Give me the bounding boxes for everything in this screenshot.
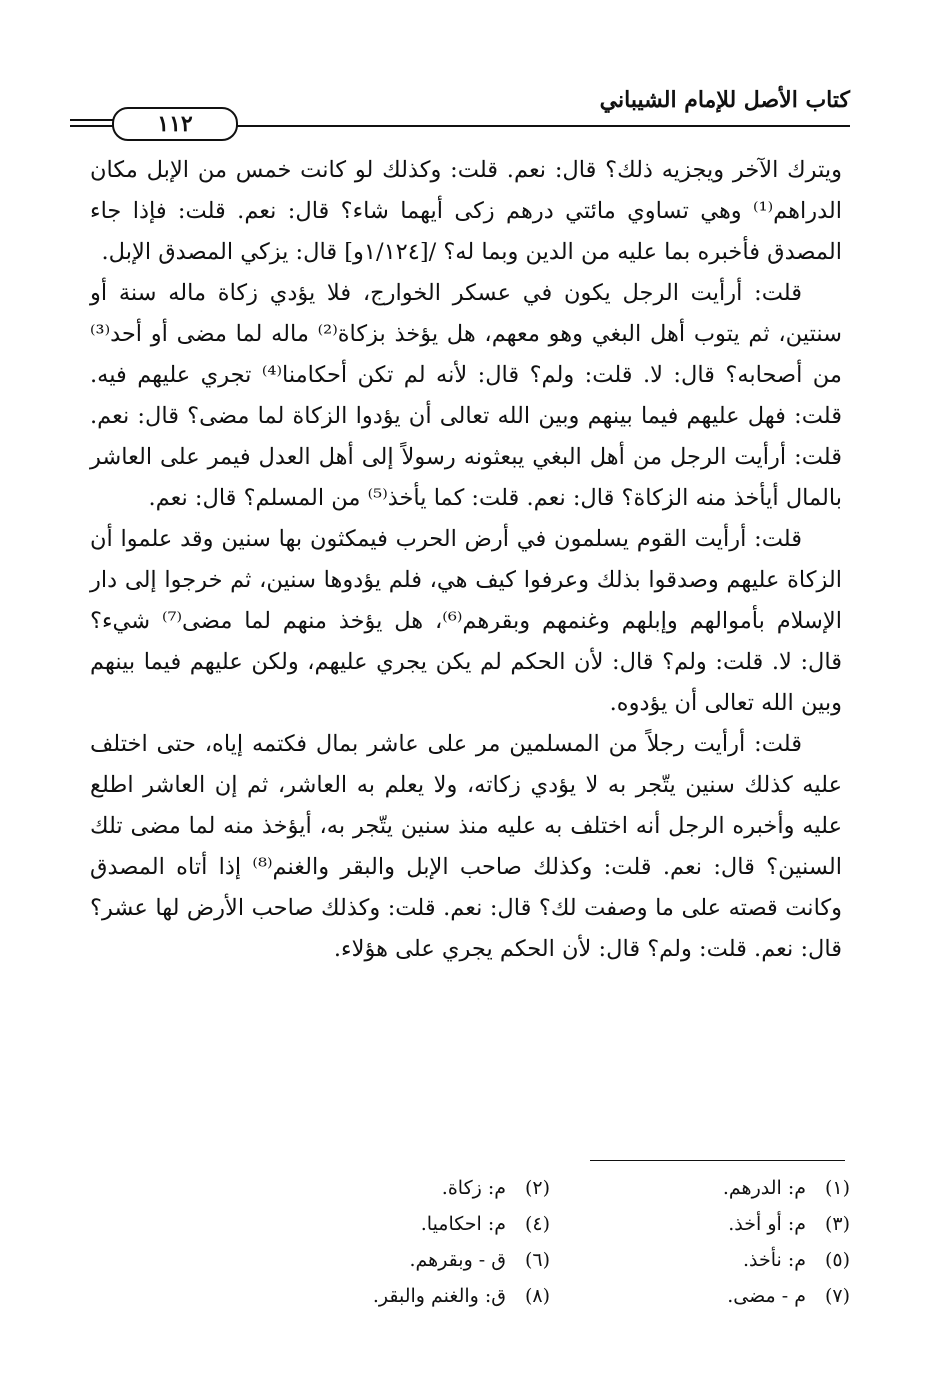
footnote	[550, 1170, 850, 1206]
paragraph: ويترك الآخر ويجزيه ذلك؟ قال: نعم. قلت: وكذلك لو كانت خمس من الإبل مكان الدراهم⁽¹⁾ وهي تساوي مائتي درهم زكى أيهما شاء؟ قال: نعم. قلت: فإذا جاء المصدق فأخبره بما عليه من الدين وبما له؟ /[١/١٢٤و] قال: يزكي المصدق الإبل.	[90, 157, 842, 265]
footnote	[250, 1206, 550, 1242]
footnotes	[250, 1170, 850, 1314]
footnote-number: (١)	[824, 1177, 850, 1199]
footnote-text: ق: والغنم والبقر.	[372, 1285, 506, 1307]
footnote-row	[250, 1278, 850, 1314]
footnote-text: م: الدرهم.	[722, 1177, 806, 1199]
footnote-number: (٥)	[824, 1249, 850, 1271]
footnote-number: (٨)	[524, 1285, 550, 1307]
footnote	[250, 1170, 550, 1206]
footnote	[550, 1278, 850, 1314]
paragraph: قلت: أرأيت رجلاً من المسلمين مر على عاشر بمال فكتمه إياه، حتى اختلف عليه كذلك سنين يتّجر به لا يؤدي زكاته، ولا يعلم به العاشر، ثم إن العاشر اطلع عليه وأخبره الرجل أنه اختلف به عليه منذ سنين يتّجر به، أيؤخذ منه لما مضى تلك السنين؟ قال: نعم. قلت: وكذلك صاحب الإبل والبقر والغنم⁽⁸⁾ إذا أتاه المصدق وكانت قصته على ما وصفت لك؟ قال: نعم. قلت: وكذلك صاحب الأرض لها عشر؟ قال: نعم. قلت: ولم؟ قال: لأن الحكم يجري على هؤلاء.	[90, 731, 843, 962]
running-title: كتاب الأصل للإمام الشيباني	[599, 87, 850, 113]
footnote-text: م: زكاة.	[441, 1177, 506, 1199]
footnote-text: م - مضى.	[727, 1285, 806, 1307]
page-number-badge	[112, 107, 238, 141]
footnote-text: م: أو أخذ.	[728, 1213, 806, 1235]
footnote-row	[250, 1206, 850, 1242]
footnote-number: (٤)	[524, 1213, 550, 1235]
footnote-number: (٢)	[524, 1177, 550, 1199]
footnote	[550, 1242, 850, 1278]
page-number: ١١٢	[157, 111, 193, 137]
footnote-text: م: نأخذ.	[742, 1249, 806, 1271]
footnote-number: (٣)	[824, 1213, 850, 1235]
footnote-row	[250, 1242, 850, 1278]
footnote	[550, 1206, 850, 1242]
paragraph: قلت: أرأيت الرجل يكون في عسكر الخوارج، فلا يؤدي زكاة ماله سنة أو سنتين، ثم يتوب أهل البغي وهو معهم، هل يؤخذ بزكاة⁽²⁾ ماله لما مضى أو أحد⁽³⁾ من أصحابه؟ قال: لا. قلت: ولم؟ قال: لأنه لم تكن أحكامنا⁽⁴⁾ تجري عليهم فيه. قلت: فهل عليهم فيما بينهم وبين الله تعالى أن يؤدوا الزكاة لما مضى؟ قال: نعم. قلت: أرأيت الرجل من أهل البغي يبعثونه رسولاً إلى أهل العدل فيمر على العاشر بالمال أيأخذ منه الزكاة؟ قال: نعم. قلت: كما يأخذ⁽⁵⁾ من المسلم؟ قال: نعم.	[90, 280, 842, 511]
main-text	[90, 150, 842, 970]
footnote-row	[250, 1170, 850, 1206]
footnote-text: ق - وبقرهم.	[409, 1249, 506, 1271]
footnote-number: (٦)	[524, 1249, 550, 1271]
footnote	[250, 1242, 550, 1278]
footnote	[250, 1278, 550, 1314]
footnote-number: (٧)	[824, 1285, 850, 1307]
page-header	[70, 85, 850, 135]
paragraph: قلت: أرأيت القوم يسلمون في أرض الحرب فيمكثون بها سنين وقد علموا أن الزكاة عليهم وصدقوا بذلك وعرفوا كيف هي، فلم يؤدوها سنين، ثم خرجوا إلى دار الإسلام بأموالهم وإبلهم وغنمهم وبقرهم⁽⁶⁾، هل يؤخذ منهم لما مضى⁽⁷⁾ شيء؟ قال: لا. قلت: ولم؟ قال: لأن الحكم لم يكن يجري عليهم، ولكن عليهم فيما بينهم وبين الله تعالى أن يؤدوه.	[90, 526, 842, 716]
footnote-text: م: احكاميا.	[420, 1213, 506, 1235]
footnote-separator	[590, 1160, 845, 1161]
